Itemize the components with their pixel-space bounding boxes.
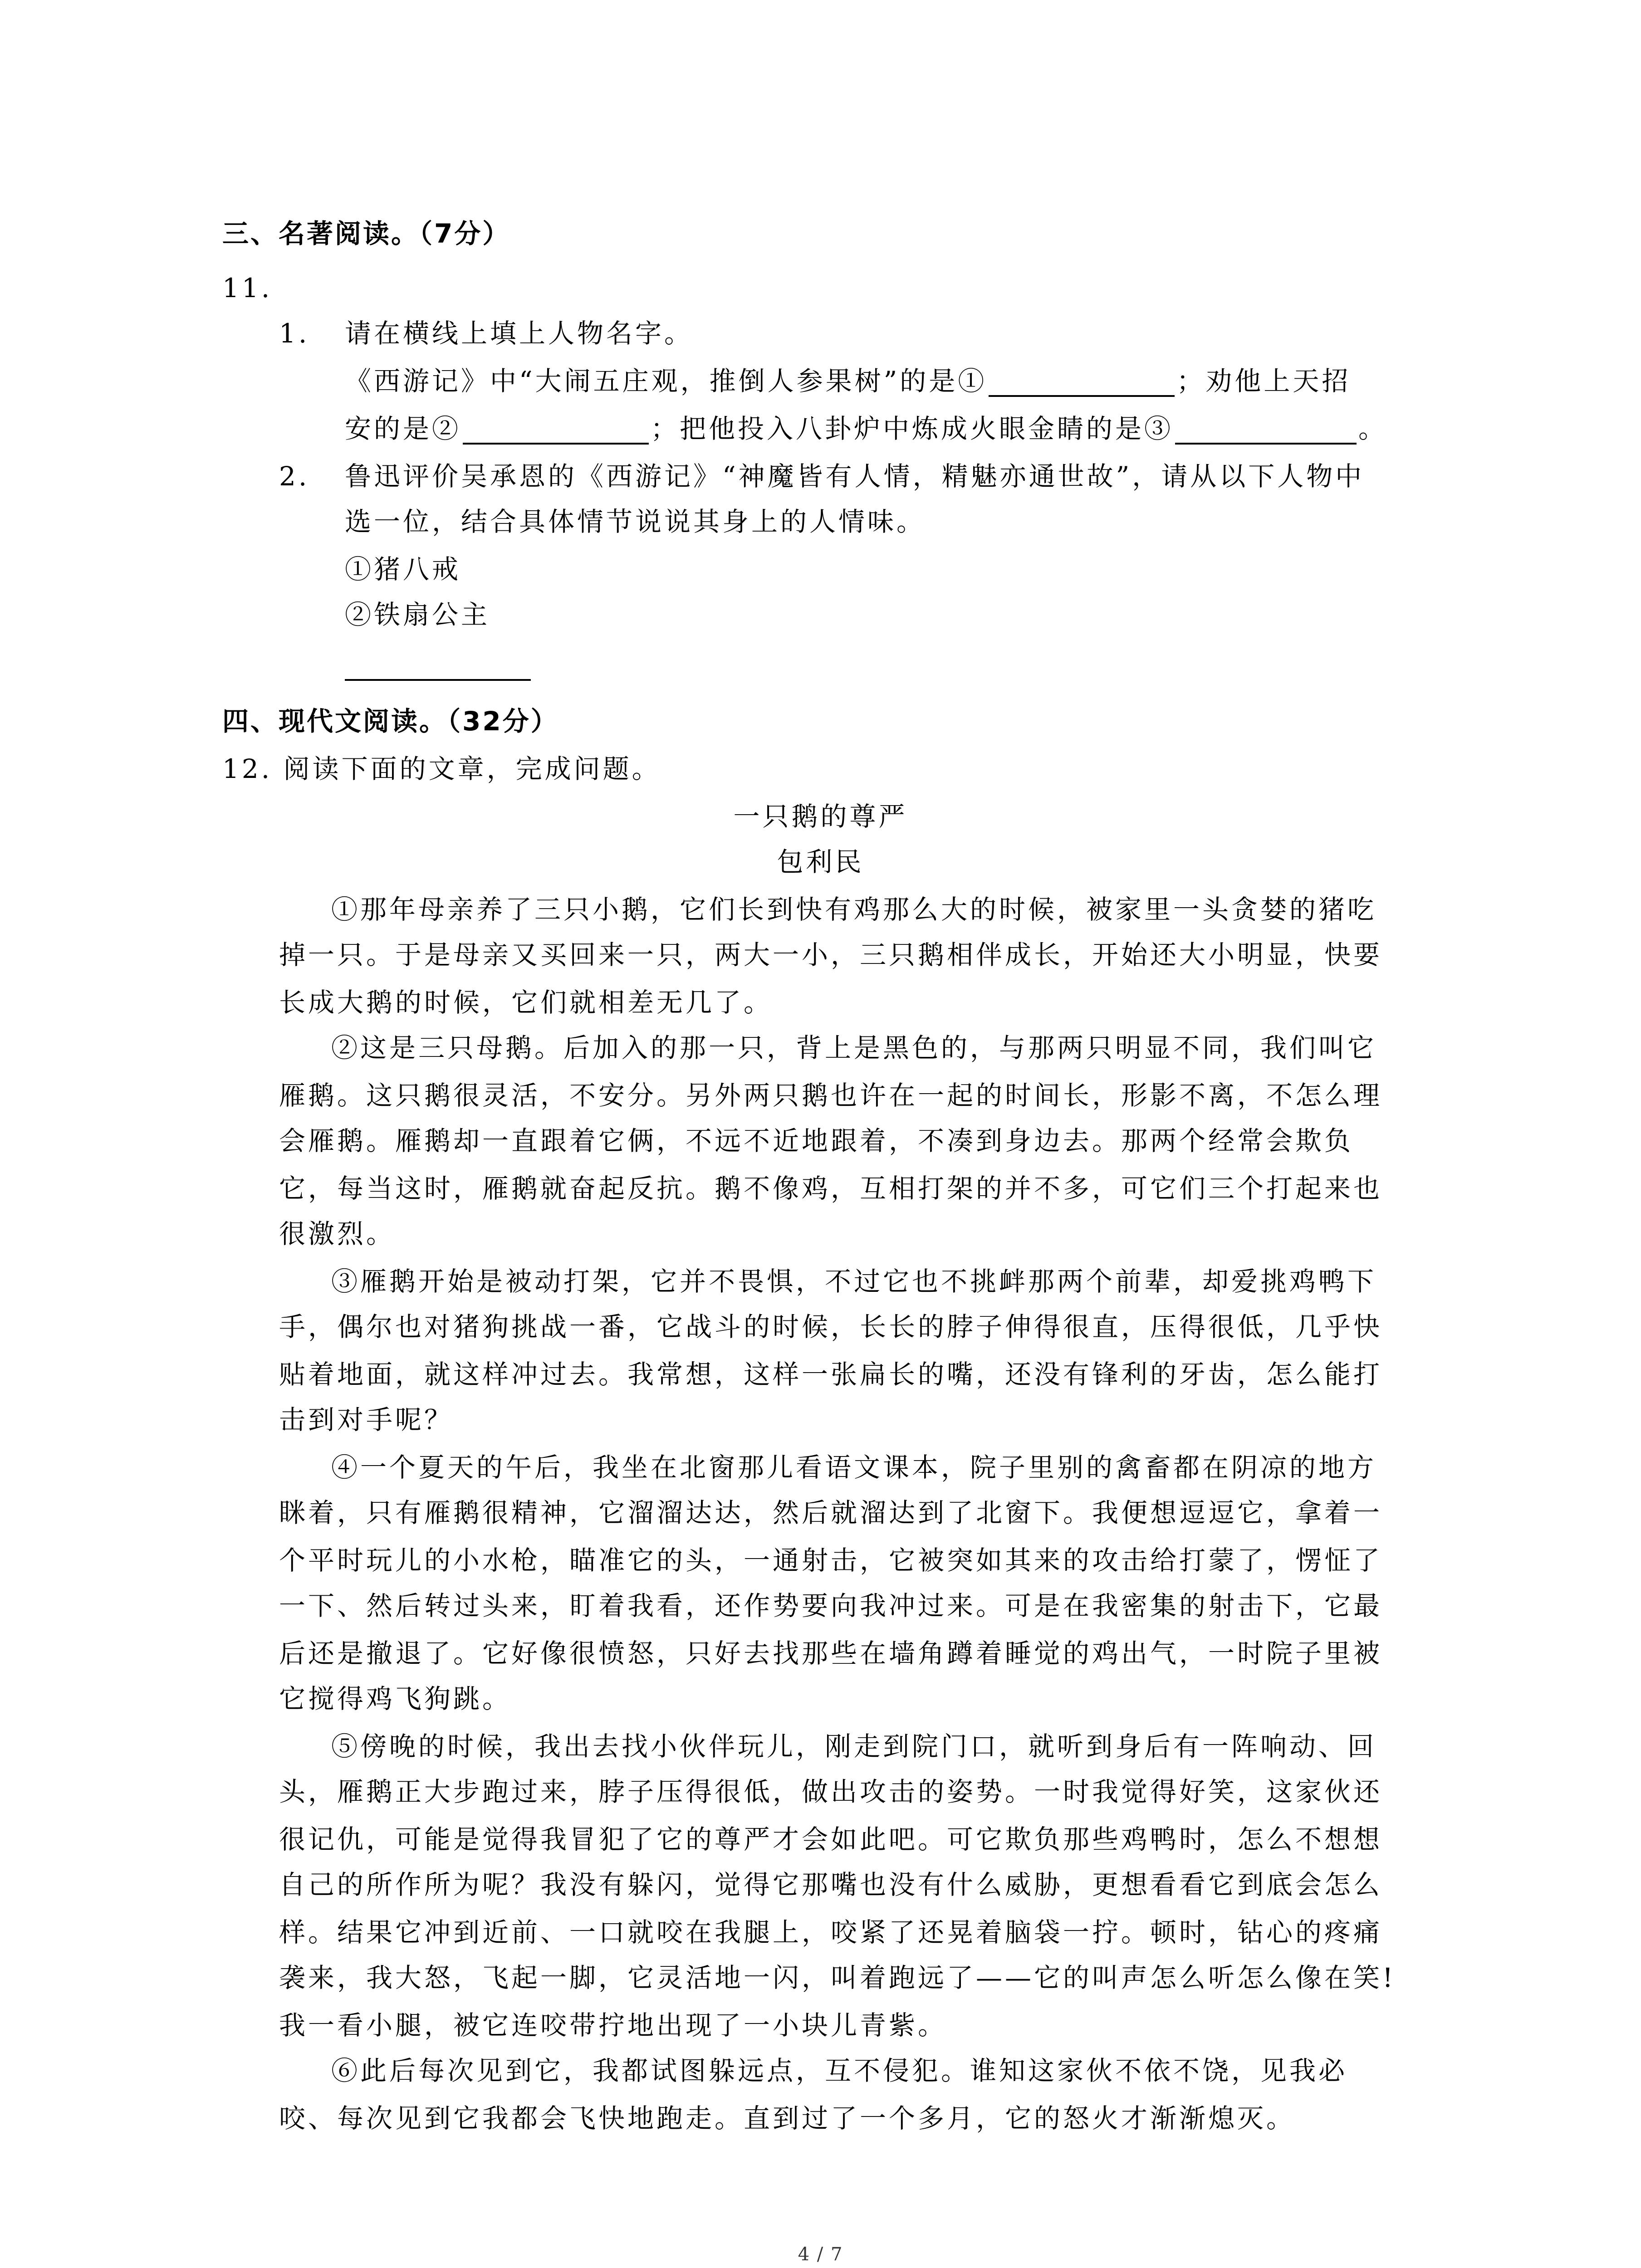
- answer-blank-1[interactable]: [989, 371, 1175, 397]
- paragraph-5-line-7: 我一看小腿，被它连咬带拧地出现了一小块儿青紫。: [279, 2010, 947, 2041]
- sub1-line1-text-b: ；劝他上天招: [1176, 366, 1351, 396]
- paragraph-6-line-2: 咬、每次见到它我都会飞快地跑走。直到过了一个多月，它的怒火才渐渐熄灭。: [279, 2103, 1296, 2134]
- answer-blank-2[interactable]: [463, 419, 649, 445]
- paragraph-4-line-3: 个平时玩儿的小水枪，瞄准它的头，一通射击，它被突如其来的攻击给打蒙了，愣怔了: [279, 1545, 1383, 1576]
- page-number: 4 / 7: [798, 2244, 843, 2265]
- paragraph-5-line-4: 自己的所作所为呢？我没有躲闪，觉得它那嘴也没有什么威胁，更想看看它到底会怎么: [279, 1869, 1383, 1900]
- sub-question-1-line-2: [345, 413, 1387, 445]
- paragraph-3-line-2: 手，偶尔也对猪狗挑战一番，它战斗的时候，长长的脖子伸得很直，压得很低，几乎快: [279, 1311, 1383, 1342]
- sub-question-1-number: 1.: [279, 318, 310, 349]
- paragraph-2-line-2: 雁鹅。这只鹅很灵活，不安分。另外两只鹅也许在一起的时间长，形影不离，不怎么理: [279, 1080, 1383, 1111]
- paragraph-3-line-3: 贴着地面，就这样冲过去。我常想，这样一张扁长的嘴，还没有锋利的牙齿，怎么能打: [279, 1359, 1383, 1390]
- paragraph-4-line-1: ④一个夏天的午后，我坐在北窗那儿看语文课本，院子里别的禽畜都在阴凉的地方: [331, 1452, 1377, 1483]
- question-12-intro: 12. 阅读下面的文章，完成问题。: [222, 753, 661, 784]
- sub1-line2-text-b: ；把他投入八卦炉中炼成火眼金睛的是③: [651, 413, 1174, 444]
- paragraph-4-line-4: 一下、然后转过头来，盯着我看，还作势要向我冲过来。可是在我密集的射击下，它最: [279, 1590, 1383, 1621]
- paragraph-1-line-2: 掉一只。于是母亲又买回来一只，两大一小，三只鹅相伴成长，开始还大小明显，快要: [279, 939, 1383, 970]
- paragraph-6-line-1: ⑥此后每次见到它，我都试图躲远点，互不侵犯。谁知这家伙不依不饶，见我必: [331, 2055, 1348, 2086]
- article-title: 一只鹅的尊严: [733, 801, 908, 832]
- paragraph-2-line-1: ②这是三只母鹅。后加入的那一只，背上是黑色的，与那两只明显不同，我们叫它: [331, 1032, 1377, 1063]
- sub-question-1-line-1: [345, 365, 1351, 397]
- paragraph-2-line-5: 很激烈。: [279, 1218, 396, 1249]
- sub-question-2-line-1: 鲁迅评价吴承恩的《西游记》“神魔皆有人情，精魅亦通世故”，请从以下人物中: [345, 461, 1365, 492]
- section-4-heading: 四、现代文阅读。（32分）: [222, 706, 559, 737]
- option-1: ①猪八戒: [345, 554, 461, 585]
- paragraph-5-line-6: 袭来，我大怒，飞起一脚，它灵活地一闪，叫着跑远了——它的叫声怎么听怎么像在笑!: [279, 1962, 1396, 1993]
- sub1-line2-text-a: 安的是②: [345, 413, 461, 444]
- option-2: ②铁扇公主: [345, 599, 490, 630]
- paragraph-4-line-2: 眯着，只有雁鹅很精神，它溜溜达达，然后就溜达到了北窗下。我便想逗逗它，拿着一: [279, 1497, 1383, 1528]
- answer-line[interactable]: [345, 679, 531, 681]
- paragraph-1-line-3: 长成大鹅的时候，它们就相差无几了。: [279, 987, 773, 1018]
- paragraph-3-line-1: ③雁鹅开始是被动打架，它并不畏惧，不过它也不挑衅那两个前辈，却爱挑鸡鸭下: [331, 1266, 1377, 1297]
- answer-blank-3[interactable]: [1175, 419, 1357, 445]
- paragraph-4-line-5: 后还是撤退了。它好像很愤怒，只好去找那些在墙角蹲着睡觉的鸡出气，一时院子里被: [279, 1638, 1383, 1669]
- paragraph-5-line-3: 很记仇，可能是觉得我冒犯了它的尊严才会如此吧。可它欺负那些鸡鸭时，怎么不想想: [279, 1824, 1383, 1855]
- sub1-line2-text-c: 。: [1358, 413, 1388, 444]
- section-3-heading: 三、名著阅读。（7分）: [222, 218, 511, 249]
- paragraph-5-line-1: ⑤傍晚的时候，我出去找小伙伴玩儿，刚走到院门口，就听到身后有一阵响动、回: [331, 1731, 1377, 1762]
- paragraph-1-line-1: ①那年母亲养了三只小鹅，它们长到快有鸡那么大的时候，被家里一头贪婪的猪吃: [331, 894, 1377, 925]
- paragraph-5-line-5: 样。结果它冲到近前、一口就咬在我腿上，咬紧了还晃着脑袋一拧。顿时，钻心的疼痛: [279, 1917, 1383, 1948]
- sub1-line1-text-a: 《西游记》中“大闹五庄观，推倒人参果树”的是①: [345, 366, 987, 396]
- article-author: 包利民: [777, 846, 864, 877]
- sub-question-2-line-2: 选一位，结合具体情节说说其身上的人情味。: [345, 506, 926, 537]
- paragraph-4-line-6: 它搅得鸡飞狗跳。: [279, 1683, 512, 1714]
- paragraph-2-line-3: 会雁鹅。雁鹅却一直跟着它俩，不远不近地跟着，不凑到身边去。那两个经常会欺负: [279, 1125, 1354, 1156]
- paragraph-5-line-2: 头，雁鹅正大步跑过来，脖子压得很低，做出攻击的姿势。一时我觉得好笑，这家伙还: [279, 1776, 1383, 1807]
- question-11-number: 11.: [222, 273, 273, 303]
- paragraph-2-line-4: 它，每当这时，雁鹅就奋起反抗。鹅不像鸡，互相打架的并不多，可它们三个打起来也: [279, 1173, 1383, 1204]
- paragraph-3-line-4: 击到对手呢？: [279, 1404, 454, 1435]
- sub-question-2-number: 2.: [279, 461, 310, 492]
- sub-question-1-instruction: 请在横线上填上人物名字。: [345, 318, 694, 349]
